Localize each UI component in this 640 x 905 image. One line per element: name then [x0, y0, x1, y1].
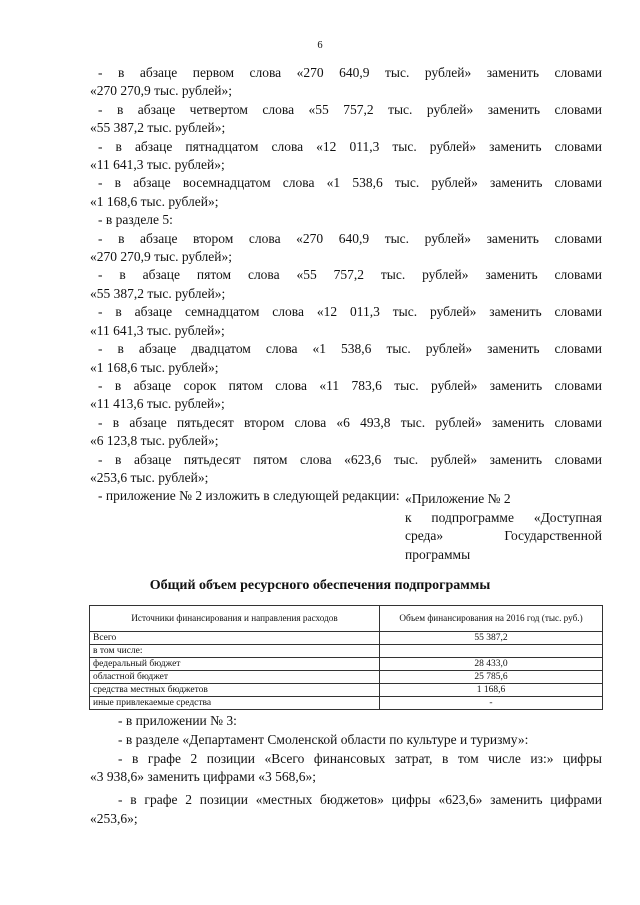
table-title: Общий объем ресурсного обеспечения подпрограммы [149, 578, 491, 593]
row-value: 1 168,6 [380, 684, 603, 697]
paragraph-9 [90, 340, 602, 377]
appendix3-amendments [90, 712, 602, 829]
row-source: Всего [90, 632, 380, 645]
paragraph-5 [90, 211, 602, 229]
table-row [90, 658, 603, 671]
row-source: средства местных бюджетов [90, 684, 380, 697]
paragraph-line: «270 270,9 тыс. рублей»; [90, 249, 232, 265]
paragraph-line: - в абзаце восемнадцатом слова «1 538,6 тыс. рублей» заменить словами [98, 175, 602, 191]
paragraph-line: - в абзаце пятнадцатом слова «12 011,3 тыс. рублей» заменить словами [98, 138, 602, 154]
row-value: 28 433,0 [380, 658, 603, 671]
paragraph-4 [90, 174, 602, 211]
header-source: Источники финансирования и направления расходов [90, 606, 380, 632]
paragraph-line: - в разделе «Департамент Смоленской области по культуре и туризму»: [118, 731, 529, 747]
table-row [90, 697, 603, 710]
paragraph-12 [90, 451, 602, 488]
paragraph-11 [90, 414, 602, 451]
row-value [380, 645, 603, 658]
table-row [90, 632, 603, 645]
row-source: в том числе: [90, 645, 380, 658]
paragraph-line: «253,6 тыс. рублей»; [90, 469, 209, 485]
appendix-line: к подпрограмме «Доступная [405, 509, 602, 525]
paragraph-1 [90, 64, 602, 101]
appendix-line: программы [405, 546, 471, 562]
paragraph-line: - в разделе 5: [98, 212, 173, 228]
row-source: областной бюджет [90, 671, 380, 684]
row-value: 25 785,6 [380, 671, 603, 684]
paragraph-line: «3 938,6» заменить цифрами «3 568,6»; [90, 769, 316, 785]
paragraph-line: «11 641,3 тыс. рублей»; [90, 322, 225, 338]
page-number: 6 [317, 40, 323, 51]
paragraph-7 [90, 266, 602, 303]
paragraph-line: - в абзаце двадцатом слова «1 538,6 тыс. рублей» заменить словами [98, 341, 602, 357]
paragraph-line: - приложение № 2 изложить в следующей редакции: [98, 488, 400, 504]
paragraph-line: «11 413,6 тыс. рублей»; [90, 396, 225, 412]
paragraph-line: - в абзаце пятом слова «55 757,2 тыс. рублей» заменить словами [98, 267, 602, 283]
table-header-row [90, 606, 603, 632]
appendix-line: «Приложение № 2 [405, 491, 511, 506]
table-row [90, 684, 603, 697]
paragraph-line: «1 168,6 тыс. рублей»; [90, 193, 219, 209]
paragraph-line: «1 168,6 тыс. рублей»; [90, 359, 219, 375]
paragraph-line: - в абзаце втором слова «270 640,9 тыс. рублей» заменить словами [98, 230, 602, 246]
paragraph-line: «6 123,8 тыс. рублей»; [90, 433, 219, 449]
paragraph-10 [90, 377, 602, 414]
paragraph-line: - в графе 2 позиции «местных бюджетов» цифры «623,6» заменить цифрами [118, 792, 602, 808]
paragraph-6 [90, 230, 602, 267]
row-source: иные привлекаемые средства [90, 697, 380, 710]
paragraph-line: - в приложении № 3: [118, 713, 237, 728]
paragraph-8 [90, 303, 602, 340]
paragraph-line: - в абзаце сорок пятом слова «11 783,6 тыс. рублей» заменить словами [98, 377, 602, 393]
table-row [90, 671, 603, 684]
table-row [90, 645, 603, 658]
row-value: - [380, 697, 603, 710]
appendix-header [405, 490, 602, 564]
paragraph-line: - в абзаце пятьдесят втором слова «6 493,8 тыс. рублей» заменить словами [98, 414, 602, 430]
amendments-list [90, 64, 602, 506]
paragraph-2 [90, 101, 602, 138]
paragraph-line: «55 387,2 тыс. рублей»; [90, 285, 226, 301]
paragraph-line: - в абзаце первом слова «270 640,9 тыс. рублей» заменить словами [98, 65, 602, 80]
paragraph-line: - в абзаце семнадцатом слова «12 011,3 тыс. рублей» заменить словами [98, 304, 602, 320]
paragraph-line: «55 387,2 тыс. рублей»; [90, 120, 226, 136]
resource-table [89, 605, 603, 710]
header-volume: Объем финансирования на 2016 год (тыс. руб.) [380, 606, 603, 632]
paragraph-3 [90, 138, 602, 175]
row-value: 55 387,2 [380, 632, 603, 645]
paragraph-line: - в графе 2 позиции «Всего финансовых затрат, в том числе из:» цифры [118, 750, 602, 766]
row-source: федеральный бюджет [90, 658, 380, 671]
paragraph-line: - в абзаце пятьдесят пятом слова «623,6 тыс. рублей» заменить словами [98, 451, 602, 467]
paragraph-line: «253,6»; [90, 810, 138, 826]
appendix-line: среда» Государственной [405, 528, 602, 544]
paragraph-line: «270 270,9 тыс. рублей»; [90, 83, 232, 99]
paragraph-line: - в абзаце четвертом слова «55 757,2 тыс. рублей» заменить словами [98, 101, 602, 117]
paragraph-line: «11 641,3 тыс. рублей»; [90, 157, 225, 173]
